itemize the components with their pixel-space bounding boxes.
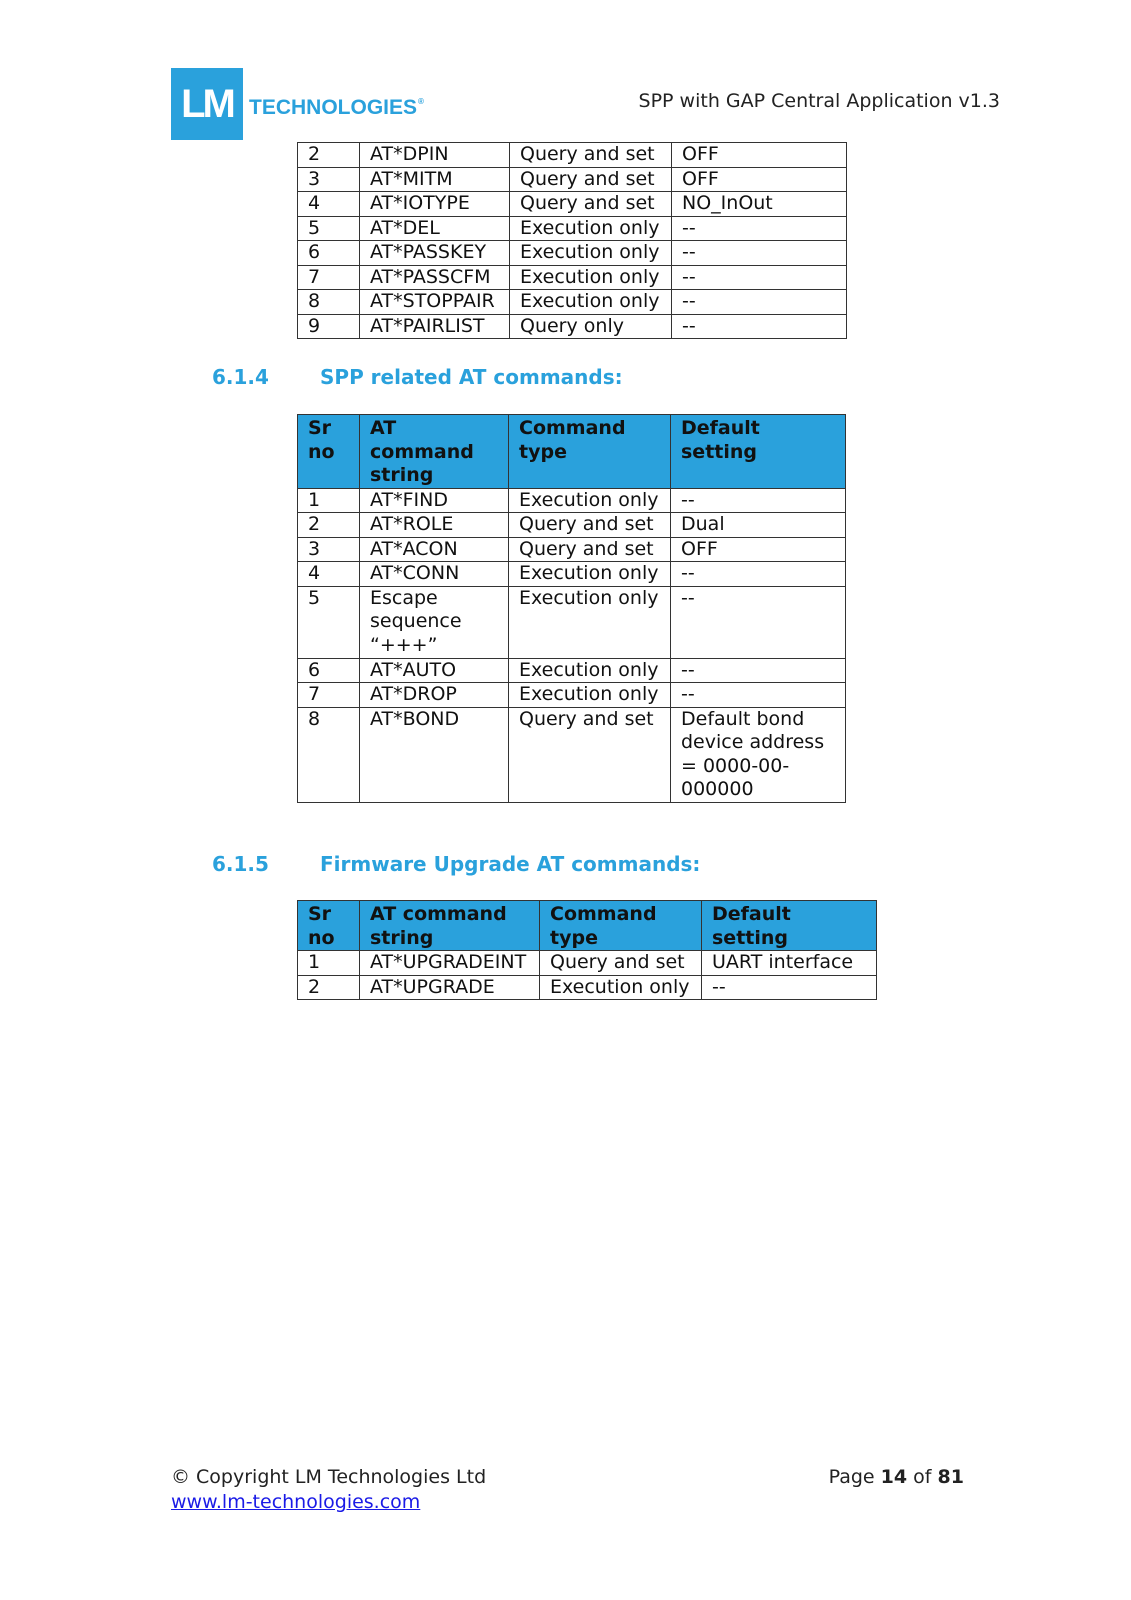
cell-sr: 4 (298, 192, 360, 217)
table-row (298, 314, 847, 339)
cell-command: AT*DROP (360, 683, 509, 708)
cell-sr: 3 (298, 167, 360, 192)
cell-type: Execution only (540, 975, 702, 1000)
section-number: 6.1.4 (212, 365, 269, 389)
cell-type: Execution only (509, 586, 671, 658)
cell-type: Query and set (540, 951, 702, 976)
header-command: AT command string (360, 901, 540, 951)
table-body (298, 951, 877, 1000)
cell-default: OFF (672, 167, 847, 192)
logo-word-text: TECHNOLOGIES (249, 96, 418, 119)
cell-type: Execution only (509, 488, 671, 513)
logo-wordmark (249, 96, 424, 120)
pairing-commands-table (297, 142, 847, 339)
table-row (298, 265, 847, 290)
header-row (298, 901, 877, 951)
table-body (298, 143, 847, 339)
document-title: SPP with GAP Central Application v1.3 (638, 90, 1000, 112)
cell-type: Query and set (509, 707, 671, 802)
cell-sr: 5 (298, 216, 360, 241)
header-command: AT command string (360, 415, 509, 489)
header-type: Command type (509, 415, 671, 489)
registered-mark: ® (418, 97, 424, 106)
cell-type: Execution only (510, 265, 672, 290)
cell-sr: 7 (298, 683, 360, 708)
cell-sr: 7 (298, 265, 360, 290)
cell-command: AT*IOTYPE (360, 192, 510, 217)
cell-sr: 9 (298, 314, 360, 339)
page-number (829, 1466, 964, 1488)
cell-type: Query only (510, 314, 672, 339)
page-label: Page (828, 1466, 875, 1488)
table-row (298, 537, 846, 562)
cell-type: Query and set (510, 143, 672, 168)
header-sr: Sr no (298, 415, 360, 489)
cell-type: Query and set (510, 192, 672, 217)
table-row (298, 683, 846, 708)
table-row (298, 658, 846, 683)
cell-type: Execution only (510, 241, 672, 266)
cell-sr: 1 (298, 488, 360, 513)
cell-type: Execution only (509, 683, 671, 708)
cell-command: AT*UPGRADE (360, 975, 540, 1000)
cell-command: Escape sequence “+++” (360, 586, 509, 658)
section-title: Firmware Upgrade AT commands: (320, 852, 701, 876)
table-header (298, 901, 877, 951)
firmware-upgrade-table (297, 900, 877, 1000)
cell-default: -- (672, 290, 847, 315)
cell-type: Query and set (510, 167, 672, 192)
cell-default: -- (671, 586, 846, 658)
header-type: Command type (540, 901, 702, 951)
table-row (298, 975, 877, 1000)
cell-type: Execution only (510, 216, 672, 241)
cell-type: Query and set (509, 513, 671, 538)
cell-default: -- (671, 658, 846, 683)
cell-default: -- (672, 241, 847, 266)
cell-command: AT*AUTO (360, 658, 509, 683)
table-row (298, 143, 847, 168)
footer-copyright: © Copyright LM Technologies Ltd (171, 1466, 487, 1488)
cell-sr: 2 (298, 975, 360, 1000)
cell-default: -- (671, 488, 846, 513)
page-of: of (913, 1466, 932, 1488)
cell-command: AT*CONN (360, 562, 509, 587)
section-title: SPP related AT commands: (320, 365, 623, 389)
cell-command: AT*MITM (360, 167, 510, 192)
spp-commands-table (297, 414, 846, 803)
cell-default: -- (672, 216, 847, 241)
cell-default: -- (671, 562, 846, 587)
footer-website-link[interactable]: www.lm-technologies.com (171, 1491, 421, 1513)
cell-command: AT*UPGRADEINT (360, 951, 540, 976)
table-row (298, 216, 847, 241)
cell-sr: 8 (298, 290, 360, 315)
table-row (298, 192, 847, 217)
cell-sr: 6 (298, 658, 360, 683)
cell-default: OFF (672, 143, 847, 168)
cell-default: -- (671, 683, 846, 708)
cell-command: AT*STOPPAIR (360, 290, 510, 315)
cell-sr: 8 (298, 707, 360, 802)
cell-command: AT*PAIRLIST (360, 314, 510, 339)
header-sr: Sr no (298, 901, 360, 951)
table-row (298, 707, 846, 802)
cell-sr: 6 (298, 241, 360, 266)
header-row (298, 415, 846, 489)
cell-command: AT*DEL (360, 216, 510, 241)
header-default: Default setting (671, 415, 846, 489)
table-header (298, 415, 846, 489)
cell-default: Dual (671, 513, 846, 538)
cell-type: Query and set (509, 537, 671, 562)
table-row (298, 488, 846, 513)
cell-default: OFF (671, 537, 846, 562)
cell-type: Execution only (509, 658, 671, 683)
logo-mark: LM (171, 68, 243, 140)
cell-default: -- (672, 314, 847, 339)
table-body (298, 488, 846, 802)
table-row (298, 562, 846, 587)
table-row (298, 586, 846, 658)
table-row (298, 951, 877, 976)
table-row (298, 513, 846, 538)
cell-default: -- (702, 975, 877, 1000)
cell-default: NO_InOut (672, 192, 847, 217)
cell-default: UART interface (702, 951, 877, 976)
header-default: Default setting (702, 901, 877, 951)
cell-default: Default bond device address = 0000-00-000000 (671, 707, 846, 802)
page-current: 14 (880, 1466, 908, 1488)
cell-sr: 1 (298, 951, 360, 976)
cell-command: AT*FIND (360, 488, 509, 513)
cell-type: Execution only (509, 562, 671, 587)
page-total: 81 (937, 1466, 964, 1488)
table-row (298, 241, 847, 266)
cell-command: AT*DPIN (360, 143, 510, 168)
cell-sr: 5 (298, 586, 360, 658)
table-row (298, 290, 847, 315)
cell-sr: 2 (298, 513, 360, 538)
cell-command: AT*ACON (360, 537, 509, 562)
cell-type: Execution only (510, 290, 672, 315)
cell-command: AT*PASSCFM (360, 265, 510, 290)
cell-command: AT*BOND (360, 707, 509, 802)
cell-default: -- (672, 265, 847, 290)
cell-sr: 3 (298, 537, 360, 562)
cell-sr: 2 (298, 143, 360, 168)
table-row (298, 167, 847, 192)
section-number: 6.1.5 (212, 852, 269, 876)
cell-sr: 4 (298, 562, 360, 587)
cell-command: AT*ROLE (360, 513, 509, 538)
company-logo (171, 68, 424, 140)
cell-command: AT*PASSKEY (360, 241, 510, 266)
